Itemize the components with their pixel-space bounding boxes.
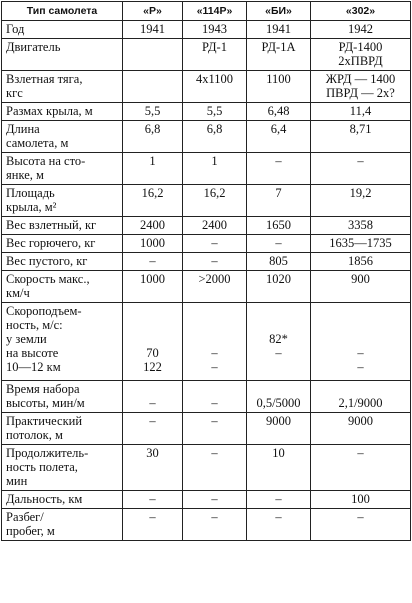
table-row <box>2 413 411 445</box>
row-label: Практический потолок, м <box>2 413 123 445</box>
table-row <box>2 509 411 541</box>
cell-bi: – <box>247 509 311 541</box>
table-row <box>2 303 411 381</box>
cell-bi: 805 <box>247 253 311 271</box>
table-row <box>2 153 411 185</box>
cell-bi: РД-1А <box>247 39 311 71</box>
row-label: Вес горючего, кг <box>2 235 123 253</box>
cell-302: 100 <box>311 491 411 509</box>
table-row <box>2 217 411 235</box>
cell-bi: 1650 <box>247 217 311 235</box>
cell-r: 1000 <box>123 235 183 253</box>
row-label: Время набора высоты, мин/м <box>2 381 123 413</box>
cell-bi: – <box>247 235 311 253</box>
cell-bi: – <box>247 153 311 185</box>
cell-302: 9000 <box>311 413 411 445</box>
header-302: «302» <box>311 2 411 21</box>
cell-114r: 1 <box>183 153 247 185</box>
cell-114r: 2400 <box>183 217 247 235</box>
table-row <box>2 185 411 217</box>
cell-r: 70 122 <box>123 303 183 381</box>
cell-r <box>123 71 183 103</box>
cell-302: 1856 <box>311 253 411 271</box>
table-row <box>2 271 411 303</box>
cell-302: 3358 <box>311 217 411 235</box>
cell-114r: >2000 <box>183 271 247 303</box>
table-row <box>2 445 411 491</box>
cell-302: – <box>311 445 411 491</box>
table-row <box>2 381 411 413</box>
header-row <box>2 2 411 21</box>
cell-114r: – <box>183 235 247 253</box>
cell-bi: 82* – <box>247 303 311 381</box>
row-label: Площадь крыла, м² <box>2 185 123 217</box>
cell-r: – <box>123 509 183 541</box>
cell-302: 1942 <box>311 21 411 39</box>
cell-114r: РД-1 <box>183 39 247 71</box>
cell-r: 6,8 <box>123 121 183 153</box>
row-label: Взлетная тяга, кгс <box>2 71 123 103</box>
cell-114r: – <box>183 509 247 541</box>
row-label: Разбег/ пробег, м <box>2 509 123 541</box>
row-label: Год <box>2 21 123 39</box>
cell-114r: 1943 <box>183 21 247 39</box>
row-label: Дальность, км <box>2 491 123 509</box>
cell-302: 1635—1735 <box>311 235 411 253</box>
cell-r: 30 <box>123 445 183 491</box>
cell-114r: – <box>183 413 247 445</box>
cell-114r: – <box>183 491 247 509</box>
cell-r: 1 <box>123 153 183 185</box>
cell-r: 2400 <box>123 217 183 235</box>
cell-r: 1000 <box>123 271 183 303</box>
row-label: Двигатель <box>2 39 123 71</box>
row-label: Продолжитель- ность полета, мин <box>2 445 123 491</box>
cell-r: 16,2 <box>123 185 183 217</box>
header-bi: «БИ» <box>247 2 311 21</box>
cell-bi: 1100 <box>247 71 311 103</box>
cell-bi: 0,5/5000 <box>247 381 311 413</box>
specs-table <box>1 1 411 541</box>
cell-bi: 6,4 <box>247 121 311 153</box>
table-body <box>2 21 411 541</box>
row-label: Размах крыла, м <box>2 103 123 121</box>
cell-114r: 6,8 <box>183 121 247 153</box>
cell-114r: – <box>183 381 247 413</box>
row-label: Вес взлетный, кг <box>2 217 123 235</box>
row-label: Длина самолета, м <box>2 121 123 153</box>
row-label: Вес пустого, кг <box>2 253 123 271</box>
cell-302: 900 <box>311 271 411 303</box>
cell-r: – <box>123 491 183 509</box>
table-row <box>2 253 411 271</box>
table-row <box>2 39 411 71</box>
cell-bi: 9000 <box>247 413 311 445</box>
cell-114r: 5,5 <box>183 103 247 121</box>
header-aircraft-type: Тип самолета <box>2 2 123 21</box>
cell-r: 1941 <box>123 21 183 39</box>
header-r: «Р» <box>123 2 183 21</box>
cell-bi: 6,48 <box>247 103 311 121</box>
cell-bi: – <box>247 491 311 509</box>
row-label: Скороподъем- ность, м/с: у земли на высоте 10—12 км <box>2 303 123 381</box>
cell-114r: 16,2 <box>183 185 247 217</box>
cell-r <box>123 39 183 71</box>
cell-302: 2,1/9000 <box>311 381 411 413</box>
table-row <box>2 71 411 103</box>
cell-302: 11,4 <box>311 103 411 121</box>
cell-302: 19,2 <box>311 185 411 217</box>
row-label: Скорость макс., км/ч <box>2 271 123 303</box>
cell-r: 5,5 <box>123 103 183 121</box>
table-row <box>2 235 411 253</box>
cell-bi: 1020 <box>247 271 311 303</box>
cell-114r: – <box>183 253 247 271</box>
header-114r: «114Р» <box>183 2 247 21</box>
table-row <box>2 491 411 509</box>
cell-302: – <box>311 509 411 541</box>
cell-302: 8,71 <box>311 121 411 153</box>
table-row <box>2 121 411 153</box>
cell-302: ЖРД — 1400 ПВРД — 2х? <box>311 71 411 103</box>
cell-bi: 7 <box>247 185 311 217</box>
cell-bi: 1941 <box>247 21 311 39</box>
cell-302: – <box>311 153 411 185</box>
cell-114r: – <box>183 445 247 491</box>
table-row <box>2 21 411 39</box>
table-row <box>2 103 411 121</box>
cell-302: РД-1400 2хПВРД <box>311 39 411 71</box>
cell-r: – <box>123 253 183 271</box>
cell-114r: 4х1100 <box>183 71 247 103</box>
cell-r: – <box>123 413 183 445</box>
cell-302: – – <box>311 303 411 381</box>
row-label: Высота на сто- янке, м <box>2 153 123 185</box>
cell-bi: 10 <box>247 445 311 491</box>
cell-114r: – – <box>183 303 247 381</box>
cell-r: – <box>123 381 183 413</box>
